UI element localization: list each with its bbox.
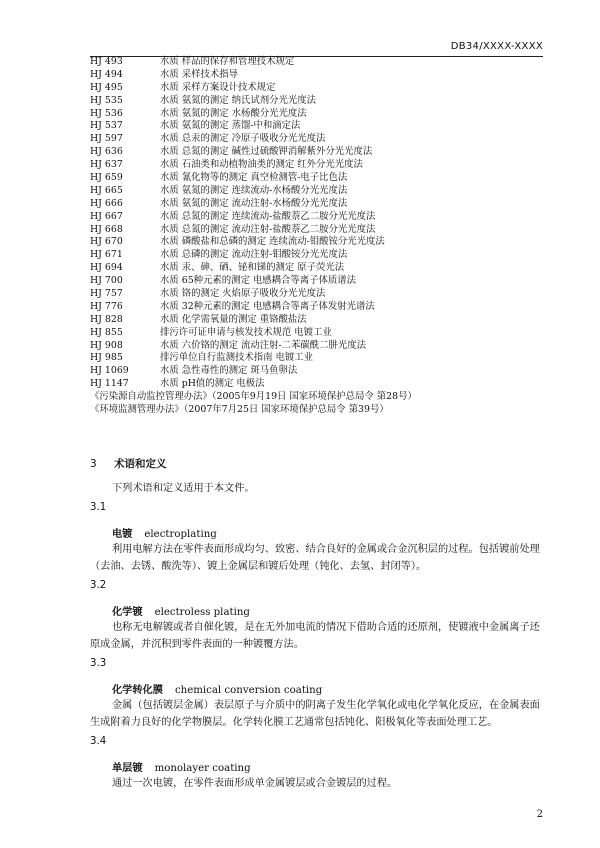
reference-title: 水质 磷酸盐和总磷的测定 连续流动-钼酸铵分光光度法 bbox=[160, 236, 385, 248]
reference-item bbox=[90, 146, 560, 159]
reference-title: 排污单位自行监测技术指南 电镀工业 bbox=[160, 352, 313, 364]
term-number: 3.3 bbox=[90, 658, 107, 669]
reference-item bbox=[90, 301, 560, 314]
reference-item bbox=[90, 378, 560, 391]
reference-title: 水质 氨氮的测定 连续流动-水杨酸分光光度法 bbox=[160, 184, 348, 196]
reference-code: HJ 908 bbox=[90, 339, 123, 351]
reference-item bbox=[90, 198, 560, 211]
reference-item bbox=[90, 288, 560, 301]
reference-item bbox=[90, 211, 560, 224]
section-intro: 下列术语和定义适用于本文件。 bbox=[112, 483, 255, 494]
reference-code: HJ 495 bbox=[90, 81, 123, 93]
reference-code: HJ 985 bbox=[90, 352, 123, 364]
reference-code: HJ 637 bbox=[90, 159, 123, 171]
term-definition: 也称无电解镀或者自催化镀，是在无外加电流的情况下借助合适的还原剂，使镀液中金属离子还原成金属，并沉积到零件表面的一种镀覆方法。 bbox=[90, 622, 540, 650]
reference-list bbox=[90, 56, 560, 417]
reference-title: 水质 石油类和动植物油类的测定 红外分光光度法 bbox=[160, 159, 363, 171]
reference-code: HJ 494 bbox=[90, 68, 123, 80]
reference-title: 水质 氨氮的测定 纳氏试剂分光光度法 bbox=[160, 94, 316, 106]
term-heading bbox=[112, 681, 322, 696]
reference-item bbox=[90, 236, 560, 249]
reference-title: 水质 采样技术指导 bbox=[160, 68, 238, 80]
reference-title: 水质 急性毒性的测定 斑马鱼卵法 bbox=[160, 365, 298, 377]
regulation-note: 《环境监测管理办法》（2007年7月25日 国家环境保护总局令 第39号） bbox=[90, 404, 389, 416]
reference-title: 水质 总氮的测定 流动注射-盐酸萘乙二胺分光光度法 bbox=[160, 223, 376, 235]
reference-item bbox=[90, 95, 560, 108]
reference-item bbox=[90, 340, 560, 353]
reference-code: HJ 659 bbox=[90, 172, 123, 184]
term-heading bbox=[112, 525, 217, 540]
reference-title: 水质 氨氮的测定 流动注射-水杨酸分光光度法 bbox=[160, 197, 348, 209]
reference-item bbox=[90, 172, 560, 185]
reference-item bbox=[90, 249, 560, 262]
term-chinese: 化学转化膜 bbox=[112, 685, 163, 696]
reference-title: 水质 65种元素的测定 电感耦合等离子体质谱法 bbox=[160, 275, 357, 287]
reference-item bbox=[90, 262, 560, 275]
term-english: chemical conversion coating bbox=[174, 685, 323, 696]
reference-item bbox=[90, 275, 560, 288]
term-definition: 金属（包括镀层金属）表层原子与介质中的阴离子发生化学氧化或电化学氧化反应，在金属表面生成附着力良好的化学物膜层。化学转化膜工艺通常包括钝化、阳极氧化等表面处理工艺。 bbox=[90, 700, 540, 728]
reference-item bbox=[90, 185, 560, 198]
reference-item bbox=[90, 120, 560, 133]
section-number: 3 bbox=[90, 458, 97, 470]
reference-title: 水质 32种元素的测定 电感耦合等离子体发射光谱法 bbox=[160, 300, 375, 312]
reference-item bbox=[90, 108, 560, 121]
reference-title: 水质 pH值的测定 电极法 bbox=[160, 378, 265, 390]
reference-item bbox=[90, 224, 560, 237]
reference-code: HJ 537 bbox=[90, 120, 123, 132]
reference-title: 水质 样品的保存和管理技术规定 bbox=[160, 56, 295, 67]
term-english: electroless plating bbox=[154, 607, 250, 618]
reference-title: 水质 化学需氧量的测定 重铬酸盐法 bbox=[160, 313, 307, 325]
reference-item bbox=[90, 365, 560, 378]
reference-code: HJ 666 bbox=[90, 197, 123, 209]
term-number: 3.4 bbox=[90, 736, 107, 747]
term-number: 3.1 bbox=[90, 502, 107, 513]
reference-title: 水质 总磷的测定 流动注射-钼酸铵分光光度法 bbox=[160, 249, 348, 261]
reference-code: HJ 668 bbox=[90, 223, 123, 235]
reference-title: 水质 总汞的测定 冷原子吸收分光光度法 bbox=[160, 133, 326, 145]
reference-code: HJ 493 bbox=[90, 56, 123, 67]
reference-title: 排污许可证申请与核发技术规范 电镀工业 bbox=[160, 326, 332, 338]
reference-code: HJ 700 bbox=[90, 275, 123, 287]
reference-title: 水质 采样方案设计技术规定 bbox=[160, 81, 276, 93]
term-number: 3.2 bbox=[90, 580, 107, 591]
reference-code: HJ 828 bbox=[90, 313, 123, 325]
reference-code: HJ 776 bbox=[90, 300, 123, 312]
reference-code: HJ 694 bbox=[90, 262, 123, 274]
reference-code: HJ 670 bbox=[90, 236, 123, 248]
term-chinese: 单层镀 bbox=[112, 763, 143, 774]
reference-item bbox=[90, 327, 560, 340]
reference-code: HJ 597 bbox=[90, 133, 123, 145]
reference-title: 水质 总氮的测定 碱性过硫酸钾消解紫外分光光度法 bbox=[160, 146, 373, 158]
reference-code: HJ 636 bbox=[90, 146, 123, 158]
reference-title: 水质 氨氮的测定 蒸馏-中和滴定法 bbox=[160, 120, 301, 132]
reference-code: HJ 536 bbox=[90, 107, 123, 119]
reference-title: 水质 氨氮的测定 水杨酸分光光度法 bbox=[160, 107, 307, 119]
term-chinese: 化学镀 bbox=[112, 607, 143, 618]
term-heading bbox=[112, 603, 250, 618]
reference-title: 水质 六价铬的测定 流动注射-二苯碳酰二肼光度法 bbox=[160, 339, 367, 351]
reference-item bbox=[90, 314, 560, 327]
reference-code: HJ 671 bbox=[90, 249, 123, 261]
regulation-note: 《污染源自动监控管理办法》（2005年9月19日 国家环境保护总局令 第28号） bbox=[90, 391, 417, 403]
term-chinese: 电镀 bbox=[112, 529, 133, 540]
section-heading bbox=[90, 456, 167, 471]
document-code: DB34/XXXX-XXXX bbox=[450, 41, 543, 52]
reference-item bbox=[90, 159, 560, 172]
term-definition: 通过一次电镀，在零件表面形成单金属镀层或合金镀层的过程。 bbox=[112, 778, 398, 789]
term-heading bbox=[112, 759, 251, 774]
reference-code: HJ 757 bbox=[90, 288, 123, 300]
reference-code: HJ 855 bbox=[90, 326, 123, 338]
reference-item bbox=[90, 56, 560, 69]
term-english: monolayer coating bbox=[154, 763, 251, 774]
reference-title: 水质 氰化物等的测定 真空检测管-电子比色法 bbox=[160, 172, 348, 184]
reference-code: HJ 1069 bbox=[90, 365, 129, 377]
reference-code: HJ 535 bbox=[90, 94, 123, 106]
reference-title: 水质 铬的测定 火焰原子吸收分光光度法 bbox=[160, 288, 326, 300]
section-title: 术语和定义 bbox=[114, 458, 167, 470]
reference-title: 水质 总氮的测定 连续流动-盐酸萘乙二胺分光光度法 bbox=[160, 210, 376, 222]
reference-title: 水质 汞、砷、硒、铋和锑的测定 原子荧光法 bbox=[160, 262, 345, 274]
reference-item bbox=[90, 133, 560, 146]
reference-item bbox=[90, 69, 560, 82]
reference-code: HJ 667 bbox=[90, 210, 123, 222]
term-english: electroplating bbox=[144, 529, 217, 540]
reference-code: HJ 1147 bbox=[90, 378, 129, 390]
reference-code: HJ 665 bbox=[90, 184, 123, 196]
page-number: 2 bbox=[536, 809, 543, 820]
term-definition: 利用电解方法在零件表面形成均匀、致密、结合良好的金属或合金沉积层的过程。包括镀前处理（去油、去锈、酸洗等）、镀上金属层和镀后处理（钝化、去氢、封闭等）。 bbox=[90, 544, 540, 572]
reference-item bbox=[90, 352, 560, 365]
reference-item bbox=[90, 82, 560, 95]
